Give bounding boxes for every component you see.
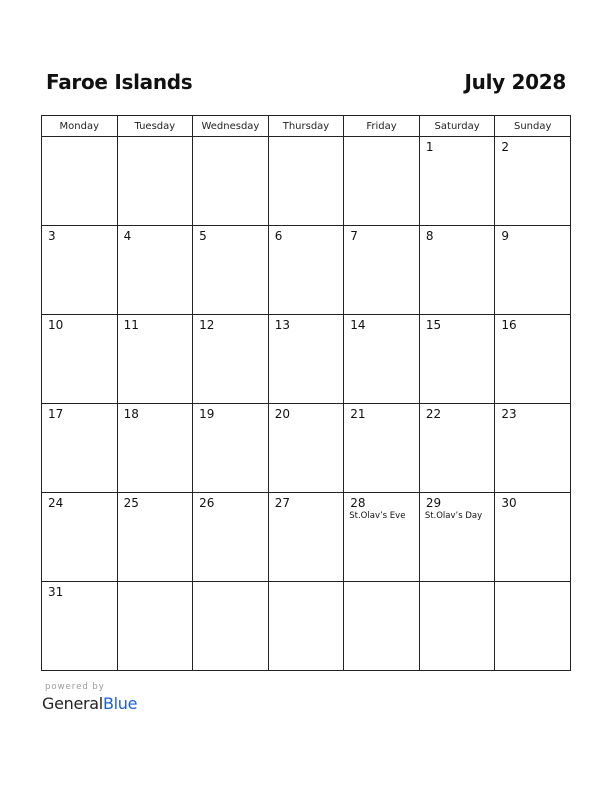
day-number: 2 [501,140,510,154]
day-number: 14 [350,318,366,332]
weekday-monday: Monday [42,116,118,137]
day-number: 15 [425,318,442,332]
day-cell [117,582,193,671]
weekday-tuesday: Tuesday [117,116,193,137]
day-cell [193,493,269,582]
week-row [42,404,571,493]
day-number: 18 [123,407,139,421]
day-number: 8 [425,229,434,243]
day-number: 28 [350,496,366,510]
day-cell [268,226,344,315]
day-number: 11 [123,318,139,332]
day-cell [344,493,420,582]
day-cell [42,137,118,226]
day-number: 27 [274,496,290,510]
day-cell [495,493,571,582]
calendar-header [46,70,566,100]
day-number: 6 [274,229,283,243]
day-cell [419,315,495,404]
day-number: 1 [425,140,434,154]
day-number: 29 [425,496,442,510]
day-number: 20 [274,407,290,421]
day-cell [42,493,118,582]
day-cell [419,582,495,671]
day-number: 3 [48,229,56,243]
weekday-sunday: Sunday [495,116,571,137]
day-cell [495,582,571,671]
calendar-grid [41,115,571,671]
day-cell [193,315,269,404]
day-cell [419,493,495,582]
day-number: 13 [274,318,290,332]
weekday-header-row [42,116,571,137]
brand-general: General [42,694,103,713]
day-cell [42,226,118,315]
day-cell [268,493,344,582]
day-number: 23 [501,407,517,421]
day-number: 17 [48,407,64,421]
day-cell [495,137,571,226]
day-cell [42,315,118,404]
weekday-friday: Friday [344,116,420,137]
day-number: 7 [350,229,358,243]
week-row [42,582,571,671]
day-cell [344,404,420,493]
day-cell [117,137,193,226]
day-number: 9 [501,229,510,243]
day-cell [193,226,269,315]
day-cell [117,493,193,582]
day-cell [344,315,420,404]
powered-by-text: powered by [45,682,105,692]
day-number: 25 [123,496,139,510]
day-cell [193,404,269,493]
day-cell [344,582,420,671]
day-cell [419,226,495,315]
day-cell [268,315,344,404]
week-row [42,226,571,315]
day-cell [117,315,193,404]
week-row [42,493,571,582]
day-number: 21 [350,407,366,421]
day-number: 26 [199,496,215,510]
day-number: 10 [48,318,64,332]
day-number: 4 [123,229,132,243]
day-cell [117,404,193,493]
week-row [42,315,571,404]
weekday-wednesday: Wednesday [193,116,269,137]
day-cell [419,137,495,226]
weekday-saturday: Saturday [419,116,495,137]
day-cell [495,315,571,404]
day-cell [495,226,571,315]
day-cell [344,137,420,226]
brand-logo [42,694,137,713]
day-cell [193,582,269,671]
brand-blue: Blue [102,694,138,713]
region-title: Faroe Islands [46,70,193,94]
day-number: 24 [48,496,64,510]
holiday-label: St.Olav’s Eve [349,511,406,521]
day-number: 5 [199,229,207,243]
day-cell [42,582,118,671]
day-number: 22 [425,407,442,421]
day-cell [193,137,269,226]
footer-branding [42,682,137,713]
day-cell [419,404,495,493]
day-cell [42,404,118,493]
day-number: 30 [501,496,517,510]
day-number: 12 [199,318,215,332]
day-number: 19 [199,407,215,421]
day-cell [344,226,420,315]
day-cell [268,582,344,671]
day-number: 16 [501,318,517,332]
month-title: July 2028 [464,70,566,94]
holiday-label: St.Olav’s Day [424,511,483,521]
week-row [42,137,571,226]
day-number: 31 [48,585,64,599]
day-cell [268,404,344,493]
weekday-thursday: Thursday [268,116,344,137]
day-cell [268,137,344,226]
day-cell [495,404,571,493]
day-cell [117,226,193,315]
